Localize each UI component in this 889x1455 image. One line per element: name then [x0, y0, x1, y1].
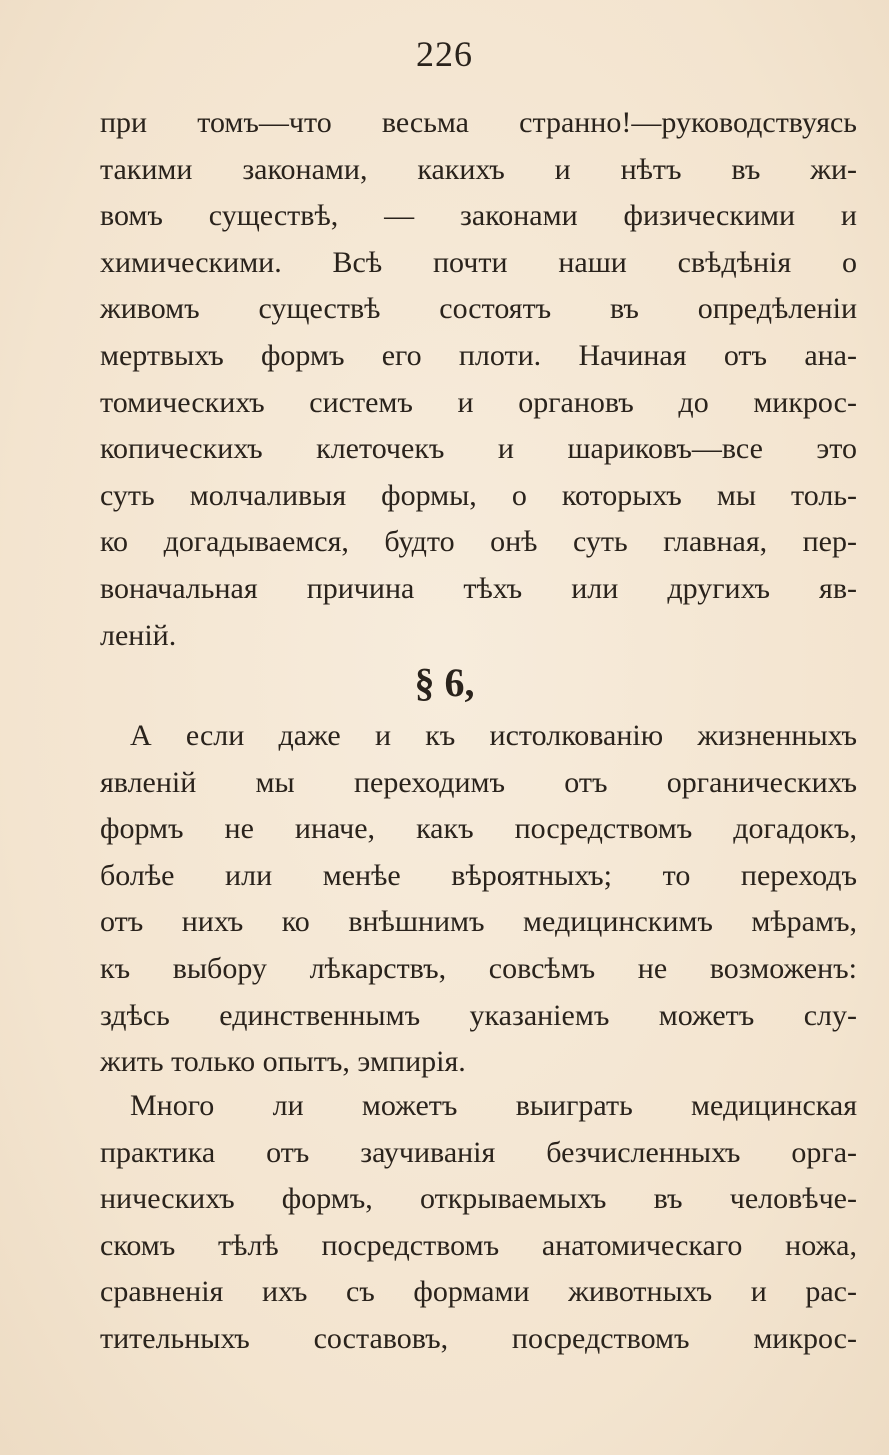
text-line: такими законами, какихъ и нѣтъ въ жи-: [100, 152, 857, 186]
text-line: копическихъ клеточекъ и шариковъ—все это: [100, 432, 857, 466]
text-line: живомъ существѣ состоятъ въ опредѣленіи: [100, 292, 857, 326]
text-line: мертвыхъ формъ его плоти. Начиная отъ ана-: [100, 338, 857, 372]
text-line: жить только опытъ, эмпирія.: [100, 1045, 466, 1079]
text-line: суть молчаливыя формы, о которыхъ мы толь-: [100, 478, 857, 512]
text-line: химическими. Всѣ почти наши свѣдѣнія о: [100, 245, 857, 279]
text-line: здѣсь единственнымъ указаніемъ можетъ слу-: [100, 998, 857, 1032]
section-heading: § 6,: [414, 660, 475, 705]
text-line: вомъ существѣ, — законами физическими и: [100, 199, 857, 233]
page-number: 226: [416, 34, 473, 74]
text-line: скомъ тѣлѣ посредствомъ анатомическаго ножа,: [100, 1228, 857, 1262]
text-line: тительныхъ составовъ, посредствомъ микрос-: [100, 1321, 857, 1355]
text-line: А если даже и къ истолкованію жизненныхъ: [130, 719, 857, 752]
paragraph-3: [100, 1083, 857, 1363]
text-line: къ выбору лѣкарствъ, совсѣмъ не возможенъ:: [100, 951, 857, 985]
text-line: ническихъ формъ, открываемыхъ въ человѣче-: [100, 1182, 857, 1216]
text-line: томическихъ системъ и органовъ до микрос-: [100, 385, 857, 419]
text-line: леній.: [100, 618, 177, 652]
paragraph-2: [100, 713, 857, 1086]
text-line: формъ не иначе, какъ посредствомъ догадокъ,: [100, 812, 857, 846]
text-line: сравненія ихъ съ формами животныхъ и рас-: [100, 1275, 857, 1309]
text-line: ко догадываемся, будто онѣ суть главная, пер-: [100, 525, 857, 559]
text-line: Много ли можетъ выиграть медицинская: [130, 1089, 857, 1122]
text-line: болѣе или менѣе вѣроятныхъ; то переходъ: [100, 858, 857, 892]
text-line: при томъ—что весьма странно!—руководствуясь: [100, 106, 857, 139]
text-line: отъ нихъ ко внѣшнимъ медицинскимъ мѣрамъ,: [100, 905, 857, 939]
paragraph-1: [100, 100, 857, 659]
text-line: практика отъ заучиванія безчисленныхъ орга-: [100, 1135, 857, 1169]
text-line: явленій мы переходимъ отъ органическихъ: [100, 765, 857, 799]
text-line: воначальная причина тѣхъ или другихъ яв-: [100, 571, 857, 605]
